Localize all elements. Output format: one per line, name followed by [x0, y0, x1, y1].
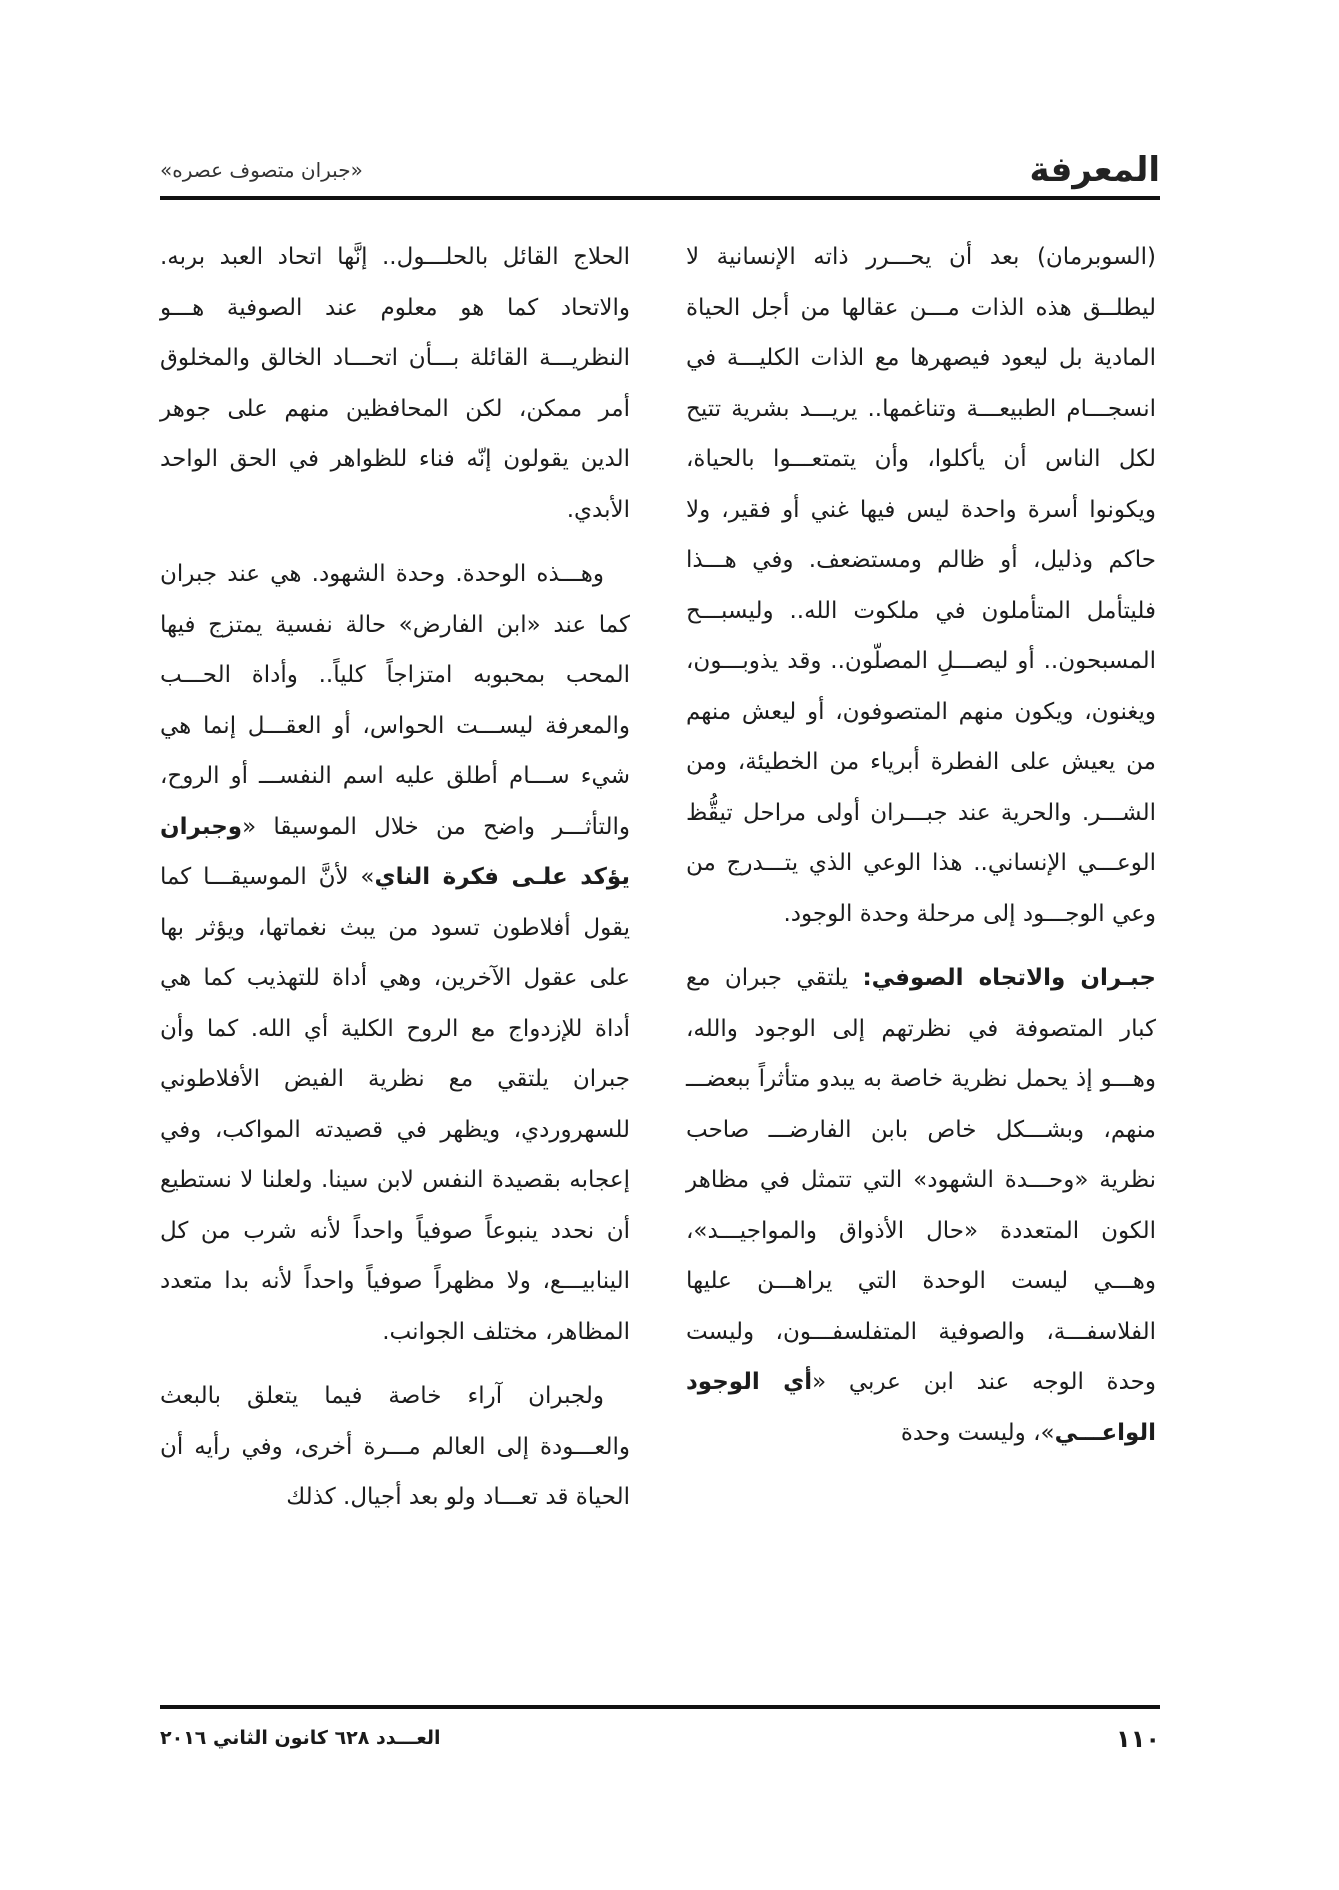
- paragraph-section: [686, 953, 1156, 1458]
- magazine-logo: المعرفة: [1029, 150, 1160, 190]
- paragraph: ولجبران آراء خاصة فيما يتعلق بالبعث والعـــودة إلى العالم مـــرة أخرى، وفي رأيه أن الحياة قد تعـــاد ولو بعد أجيال. كذلك: [160, 1383, 630, 1510]
- page-number: ١١٠: [1116, 1725, 1160, 1753]
- paragraph: [160, 549, 630, 1357]
- footer-rule: [160, 1705, 1160, 1709]
- article-column-left: [160, 232, 630, 1537]
- page-header: [160, 150, 1160, 190]
- running-title: «جبران متصوف عصره»: [160, 158, 363, 182]
- header-rule: [160, 196, 1160, 200]
- bold-quote: أي الوجود الواعـــي: [686, 1369, 1156, 1446]
- paragraph: الحلاج القائل بالحلـــول.. إنَّها اتحاد العبد بربه. والاتحاد كما هو معلوم عند الصوفية هـــو النظريـــة القائلة بـــأن اتحـــاد الخالق والمخلوق أمر ممكن، لكن المحافظين منهم على جوهر الدين يقولون إنّه فناء للظواهر في الحق الواحد الأبدي.: [160, 244, 630, 523]
- paragraph: (السوبرمان) بعد أن يحـــرر ذاته الإنسانية لا ليطلــق هذه الذات مـــن عقالها من أجل الحياة المادية بل ليعود فيصهرها مع الذات الكليـــة في انسجـــام الطبيعـــة وتناغمها.. يريـــد بشرية تتيح لكل الناس أن يأكلوا، وأن يتمتعـــوا بالحياة، ويكونوا أسرة واحدة ليس فيها غني أو فقير، ولا حاكم وذليل، أو ظالم ومستضعف. وفي هـــذا فليتأمل المتأملون في ملكوت الله.. وليسبـــح المسبحون.. أو ليصـــلِ المصلّون.. وقد يذوبـــون، ويغنون، ويكون منهم المتصوفون، أو ليعش منهم من يعيش على الفطرة أبرياء من الخطيئة، ومن الشـــر. والحرية عند جبـــران أولى مراحل تيقُّظ الوعـــي الإنساني.. هذا الوعي الذي يتـــدرج من وعي الوجـــود إلى مرحلة وحدة الوجود.: [686, 244, 1156, 927]
- paragraph-text: » لأنَّ الموسيقـــا كما يقول أفلاطون تسود من يبث نغماتها، ويؤثر بها على عقول الآخرين، وهي أداة للتهذيب كما هي أداة للإزدواج مع الروح الكلية أي الله. كما وأن جبران يلتقي مع نظرية الفيض الأفلاطوني للسهروردي، ويظهر في قصيدته المواكب، وفي إعجابه بقصيدة النفس لابن سينا. ولعلنا لا نستطيع أن نحدد ينبوعاً صوفياً واحداً لأنه شرب من كل الينابيـــع، ولا مظهراً صوفياً واحداً لأنه بدا متعدد المظاهر، مختلف الجوانب.: [160, 864, 630, 1345]
- paragraph-text: »، وليست وحدة: [900, 1419, 1055, 1446]
- issue-info: العـــدد ٦٢٨ كانون الثاني ٢٠١٦: [160, 1727, 441, 1749]
- paragraph-text: يلتقي جبران مع كبار المتصوفة في نظرتهم إلى الوجود والله، وهـــو إذ يحمل نظرية خاصة به يبدو متأثراً ببعضـــ منهم، وبشـــكل خاص بابن الفارضـــ صاحب نظرية «وحـــدة الشهود» التي تتمثل في مظاهر الكون المتعددة «حال الأذواق والمواجيـــد»، وهـــي ليست الوحدة التي يراهـــن عليها الفلاسفـــة، والصوفية المتفلسفـــون، وليست وحدة الوجه عند ابن عربي «: [686, 965, 1156, 1395]
- article-column-right: [686, 232, 1156, 1472]
- bold-quote: وجبران يؤكد علـى فكرة الناي: [160, 813, 630, 890]
- page-footer: [160, 1725, 1160, 1761]
- paragraph-text: وهـــذه الوحدة. وحدة الشهود. هي عند جبران كما عند «ابن الفارض» حالة نفسية يمتزج فيها المحب بمحبوبه امتزاجاً كلياً.. وأداة الحـــب والمعرفة ليســـت الحواس، أو العقـــل إنما هي شيء ســـام أطلق عليه اسم النفســـ أو الروح، والتأثـــر واضح من خلال الموسيقا «: [160, 561, 630, 840]
- section-heading: جبـران والاتجاه الصوفي:: [862, 965, 1156, 991]
